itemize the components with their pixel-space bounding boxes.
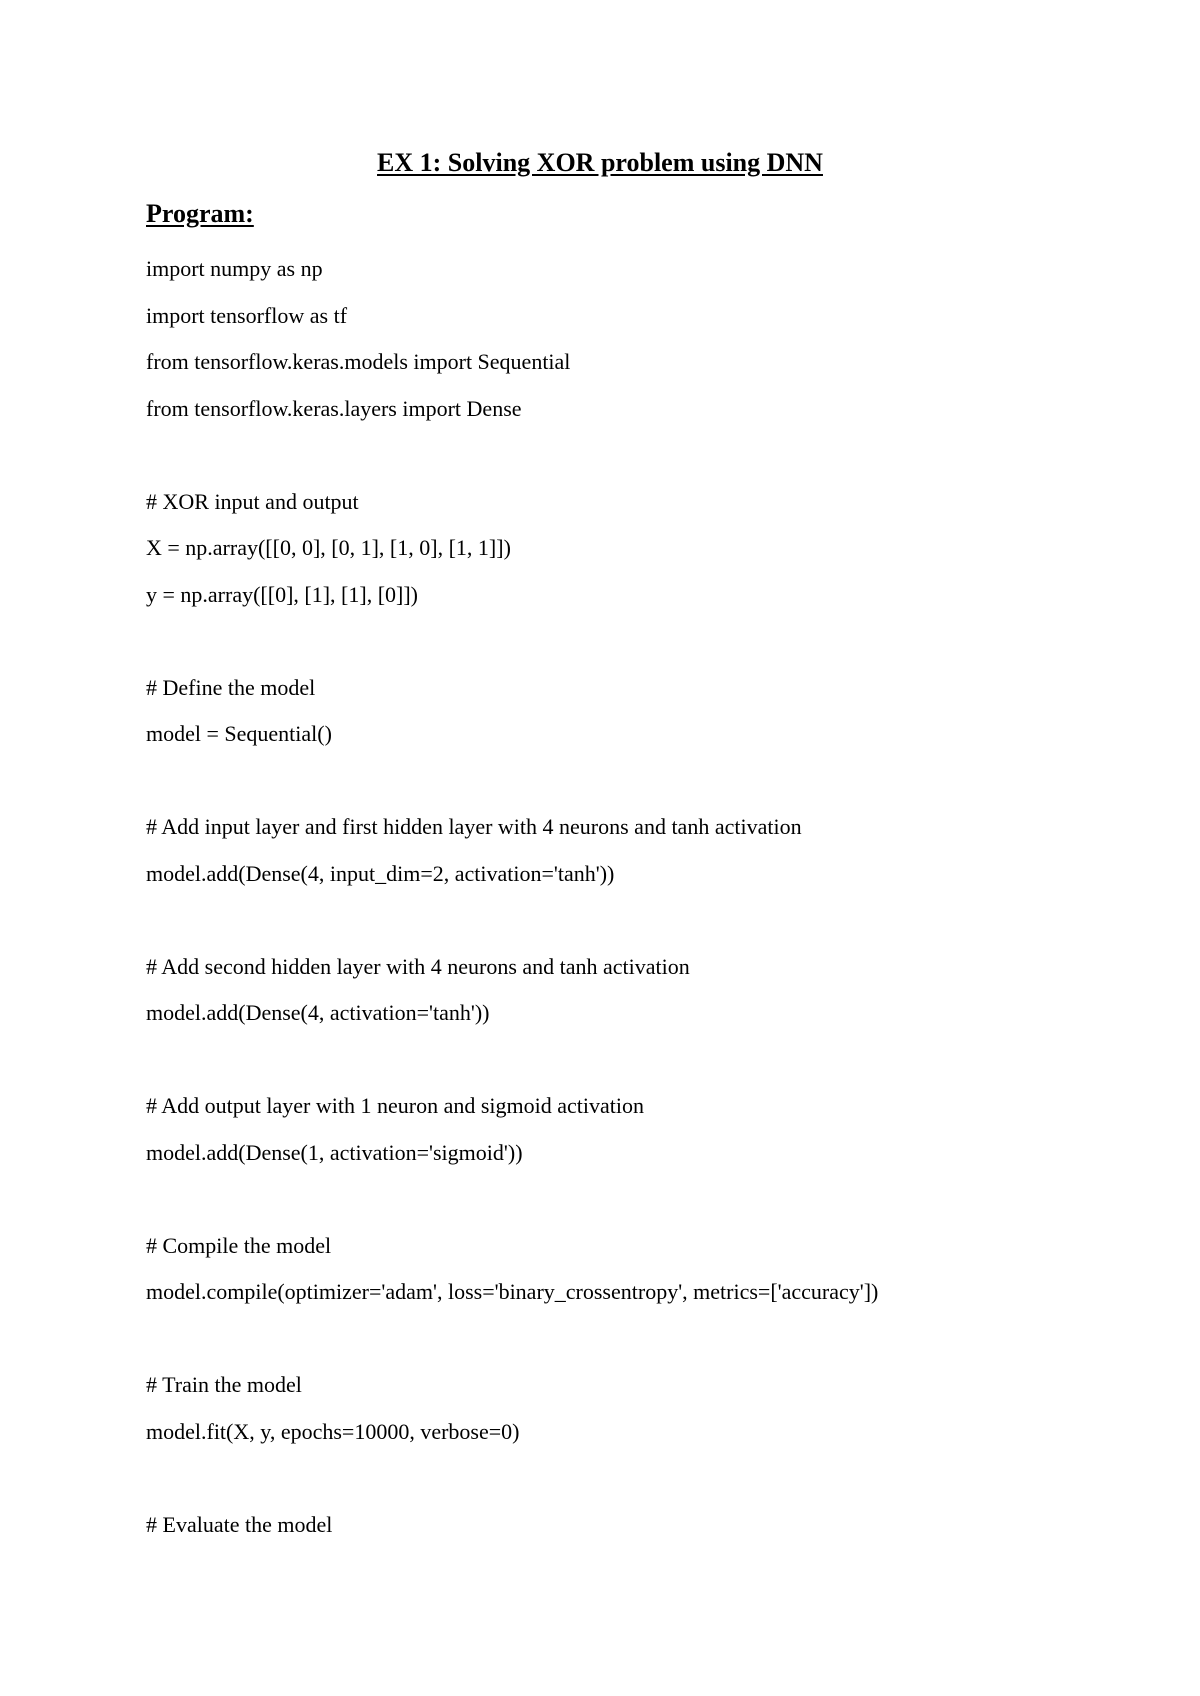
code-comment: # Evaluate the model (146, 1511, 333, 1537)
blank-line (146, 758, 1106, 805)
section-heading-program: Program: (146, 199, 254, 228)
blank-line (146, 618, 1106, 665)
code-line: import tensorflow as tf (146, 302, 348, 328)
blank-line (146, 1037, 1106, 1084)
blank-line (146, 1176, 1106, 1223)
program-code-block (146, 246, 1106, 1548)
code-line: X = np.array([[0, 0], [0, 1], [1, 0], [1, 1]]) (146, 535, 511, 560)
code-comment: # Compile the model (146, 1232, 332, 1258)
code-line: model.add(Dense(4, activation='tanh')) (146, 1000, 490, 1025)
code-comment: # Add output layer with 1 neuron and sigmoid activation (146, 1093, 644, 1118)
blank-line (146, 432, 1106, 479)
code-line: y = np.array([[0], [1], [1], [0]]) (146, 581, 419, 607)
code-comment: # Add second hidden layer with 4 neurons and tanh activation (146, 953, 690, 979)
blank-line (146, 1455, 1106, 1502)
code-line: import numpy as np (146, 256, 323, 281)
code-line: from tensorflow.keras.layers import Dense (146, 395, 522, 421)
code-line: from tensorflow.keras.models import Sequential (146, 349, 571, 374)
code-comment: # XOR input and output (146, 488, 359, 514)
code-comment: # Train the model (146, 1372, 302, 1397)
code-comment: # Add input layer and first hidden layer with 4 neurons and tanh activation (146, 814, 802, 839)
code-comment: # Define the model (146, 674, 316, 700)
code-line: model.fit(X, y, epochs=10000, verbose=0) (146, 1418, 520, 1444)
code-line: model.add(Dense(4, input_dim=2, activation='tanh')) (146, 860, 615, 886)
code-line: model.add(Dense(1, activation='sigmoid')) (146, 1139, 523, 1165)
blank-line (146, 1316, 1106, 1363)
blank-line (146, 897, 1106, 944)
document-title: EX 1: Solving XOR problem using DNN (377, 148, 823, 177)
code-line: model.compile(optimizer='adam', loss='binary_crossentropy', metrics=['accuracy']) (146, 1279, 879, 1304)
code-line: model = Sequential() (146, 721, 332, 746)
